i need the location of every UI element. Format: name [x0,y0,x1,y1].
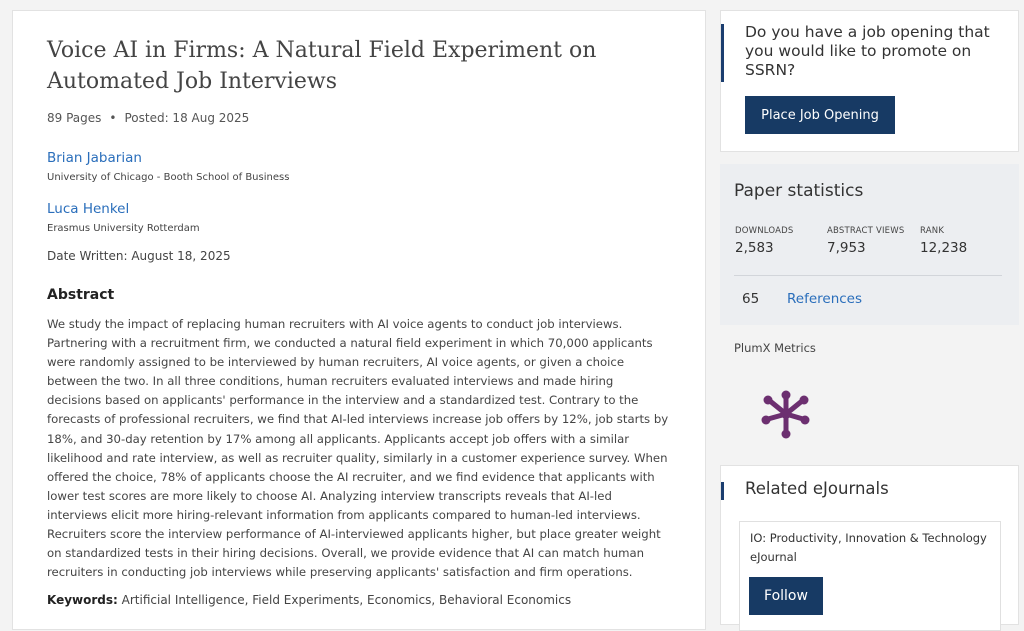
references-link[interactable]: References [787,291,863,307]
plumx-icon[interactable] [760,388,812,440]
author-affiliation: University of Chicago - Booth School of Business [47,172,290,183]
accent-bar [721,482,724,500]
abstract-views-stat [827,226,904,256]
downloads-value: 2,583 [735,240,774,256]
related-ejournals-box [720,465,1019,625]
paper-statistics-box [720,164,1019,325]
meta-separator: • [109,111,117,125]
job-promo-box [720,10,1019,152]
page-count: 89 Pages [47,111,102,125]
stats-divider [734,275,1002,276]
keywords-label: Keywords: [47,593,118,607]
follow-button[interactable]: Follow [749,577,823,615]
paper-title: Voice AI in Firms: A Natural Field Experiment on Automated Job Interviews [47,38,597,94]
rank-stat [920,226,967,256]
journal-name: IO: Productivity, Innovation & Technology eJournal [750,531,987,564]
author-affiliation: Erasmus University Rotterdam [47,223,200,234]
stats-title: Paper statistics [734,181,864,201]
abstract-text: We study the impact of replacing human recruiters with AI voice agents to conduct job interviews. Partnering with a recruitment firm, we conducted a natural field experiment in which 70,000 applicants were randomly assigned to be interviewed by human recruiters, AI voice agents, or given a choice between the two. In all three conditions, human recruiters evaluated interviews and made hiring decisions based on applicants' performance in the interview and a standardized test. Contrary to the forecasts of professional recruiters, we find that AI-led interviews increase job offers by 12%, job starts by 18%, and 30-day retention by 17% among all applicants. Applicants accept job offers with a similar likelihood and rate interview, as well as recruiter quality, similarly in a customer experience survey. When offered the choice, 78% of applicants choose the AI recruiter, and we find evidence that applicants with lower test scores are more likely to choose AI. Analyzing interview transcripts reveals that AI-led interviews elicit more hiring-relevant information from applicants compared to human-led interviews. Recruiters score the interview performance of AI-interviewed applicants higher, but place greater weight on standardized tests in their hiring decisions. Overall, we provide evidence that AI can match human recruiters in conducting job interviews while preserving applicants' satisfaction and firm operations. [47,317,669,580]
journal-card [739,521,1001,631]
abstract-views-value: 7,953 [827,240,866,256]
posted-date: Posted: 18 Aug 2025 [124,111,250,125]
abstract-heading: Abstract [47,287,115,303]
paper-main-panel [12,10,706,630]
rank-value: 12,238 [920,240,968,256]
author-link[interactable]: Luca Henkel [47,201,130,217]
keywords [47,593,687,607]
references-count: 65 [742,291,760,307]
downloads-stat [735,226,794,256]
downloads-label: DOWNLOADS [735,226,794,236]
paper-meta [47,111,249,125]
plumx-label: PlumX Metrics [734,341,816,355]
rank-label: RANK [920,226,945,236]
place-job-opening-button[interactable]: Place Job Opening [745,96,895,134]
job-promo-text: Do you have a job opening that you would like to promote on SSRN? [745,23,990,79]
abstract-views-label: ABSTRACT VIEWS [827,226,905,236]
keywords-value: Artificial Intelligence, Field Experiments, Economics, Behavioral Economics [121,593,572,607]
date-written: Date Written: August 18, 2025 [47,249,231,263]
related-ejournals-title: Related eJournals [745,479,889,498]
author-link[interactable]: Brian Jabarian [47,150,142,166]
accent-bar [721,24,724,82]
